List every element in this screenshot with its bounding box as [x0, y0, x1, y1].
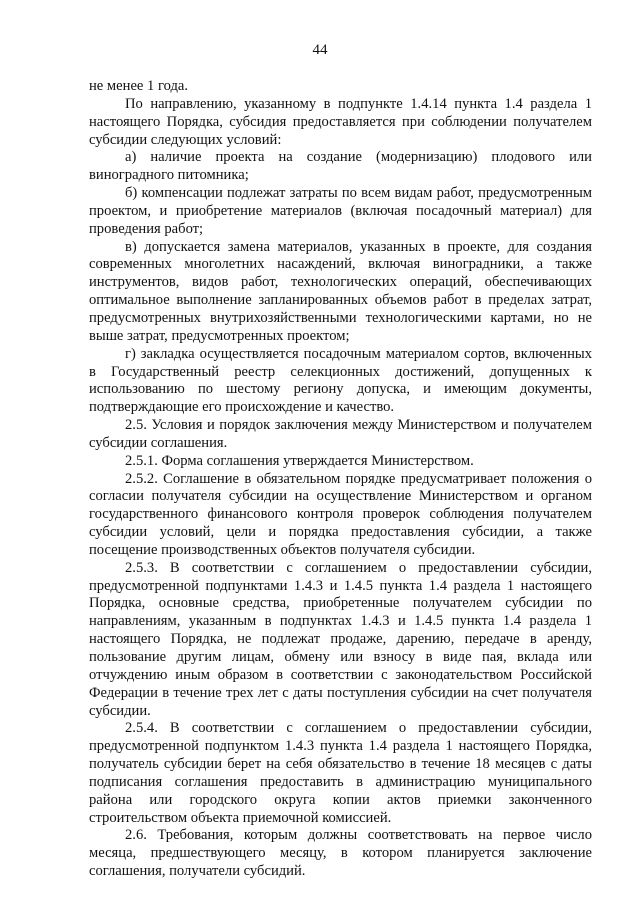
paragraph: б) компенсации подлежат затраты по всем видам работ, предусмотренным проектом, и приобретение материалов (включая посадочный материал) для проведения работ; [89, 185, 592, 237]
page-number: 44 [312, 42, 328, 58]
paragraph: 2.5.3. В соответствии с соглашением о предоставлении субсидии, предусмотренной подпунктами 1.4.3 и 1.4.5 пункта 1.4 раздела 1 настоящего Порядка, основные средства, приобретенные получателем субсидии по направлениям, указанным в подпунктах 1.4.3 и 1.4.5 пункта 1.4 раздела 1 настоящего Порядка, не подлежат продаже, дарению, передаче в аренду, пользование другим лицам, обмену или взносу в виде пая, вклада или отчуждению иным образом в соответствии с законодательством Российской Федерации в течение трех лет с даты поступления субсидии на счет получателя субсидии. [89, 559, 592, 719]
paragraph: 2.5.2. Соглашение в обязательном порядке предусматривает положения о согласии получателя субсидии на осуществление Министерством и органом государственного финансового контроля проверок соблюдения получателем субсидии условий, цели и порядка предоставления субсидии, а также посещение производственных объектов получателя субсидии. [89, 470, 592, 558]
document-body [89, 78, 592, 881]
paragraph: не менее 1 года. [89, 78, 189, 94]
paragraph: 2.5.1. Форма соглашения утверждается Министерством. [125, 452, 474, 469]
paragraph: 2.6. Требования, которым должны соответствовать на первое число месяца, предшествующего месяцу, в котором планируется заключение соглашения, получатели субсидий. [89, 827, 592, 880]
paragraph: а) наличие проекта на создание (модернизацию) плодового или виноградного питомника; [89, 149, 592, 184]
paragraph: 2.5.4. В соответствии с соглашением о предоставлении субсидии, предусмотренной подпунктом 1.4.3 пункта 1.4 раздела 1 настоящего Порядка, получатель субсидии берет на себя обязательство в течение 18 месяцев с даты подписания соглашения предоставить в администрацию муниципального района или городского округа копии актов приемки законченного строительством объекта приемочной комиссией. [89, 720, 592, 826]
paragraph: в) допускается замена материалов, указанных в проекте, для создания современных многолетних насаждений, включая виноградники, а также инструментов, видов работ, технологических операций, обеспечивающих оптимальное выполнение запланированных объемов работ в пределах затрат, предусмотренных внутрихозяйственными технологическими картами, но не выше затрат, предусмотренных проектом; [89, 238, 592, 344]
paragraph: По направлению, указанному в подпункте 1.4.14 пункта 1.4 раздела 1 настоящего Порядка, субсидия предоставляется при соблюдении получателем субсидии следующих условий: [89, 95, 592, 148]
paragraph: 2.5. Условия и порядок заключения между Министерством и получателем субсидии соглашения. [89, 417, 592, 451]
paragraph: г) закладка осуществляется посадочным материалом сортов, включенных в Государственный реестр селекционных достижений, допущенных к использованию по шестому региону допуска, и имеющим документы, подтверждающие его происхождение и качество. [89, 345, 592, 416]
